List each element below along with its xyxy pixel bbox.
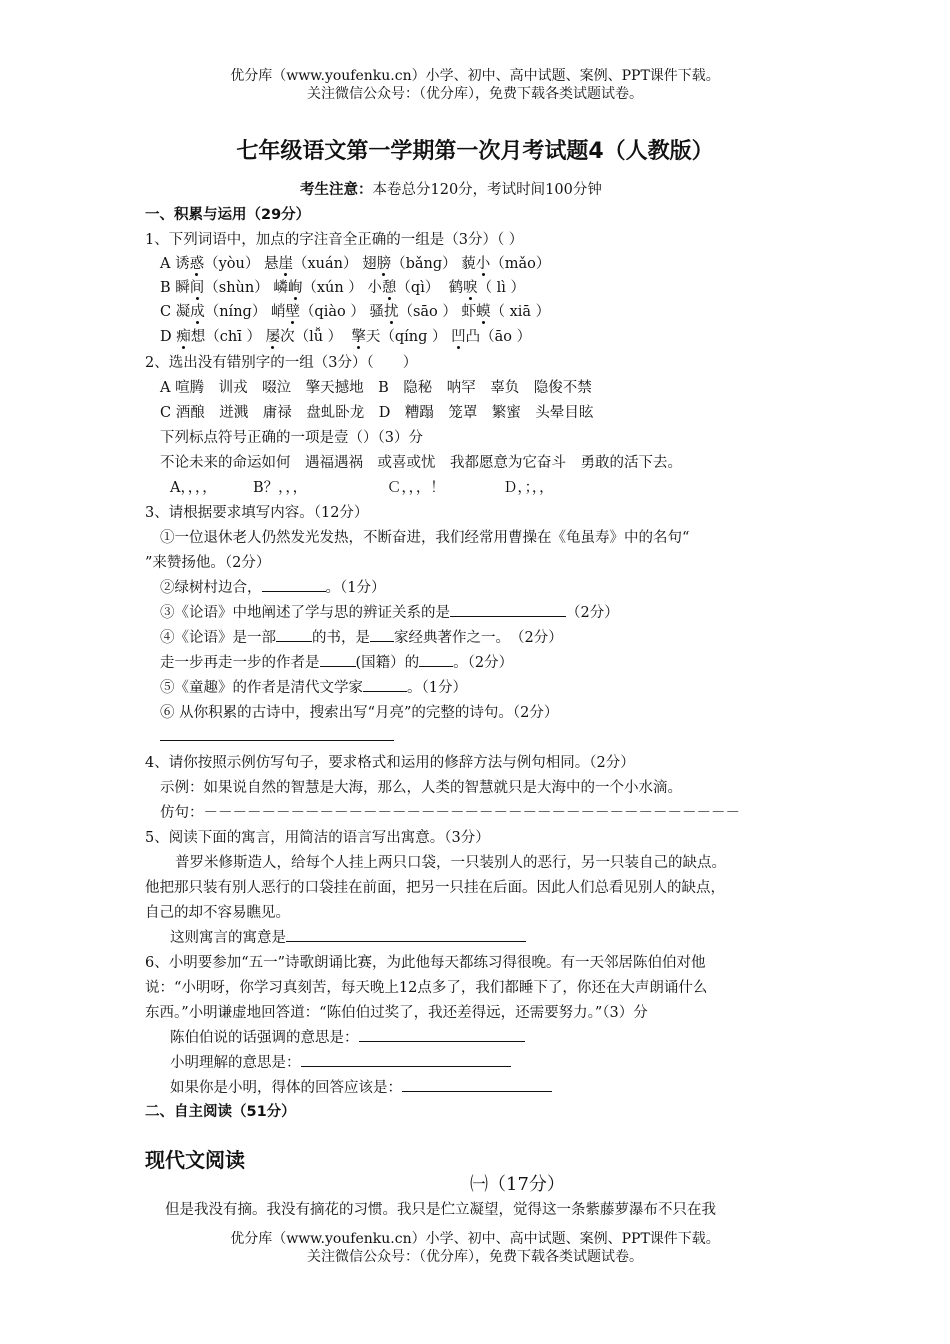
q1-option-a	[160, 252, 550, 273]
text: 骚	[369, 304, 384, 320]
text: 悬	[263, 256, 279, 272]
answer-blank[interactable]	[320, 652, 356, 667]
q1-stem: 1、下列词语中，加点的字注音全正确的一组是（3分）（ ）	[145, 232, 524, 248]
text: （shùn）	[204, 280, 269, 296]
q6-line-3: 东西。”小明谦虚地回答道：“陈伯伯过奖了，我还差得远，还需要努力。”（3）分	[145, 1005, 648, 1021]
answer-blank[interactable]	[402, 1077, 552, 1092]
text: 次（lǚ ）	[280, 329, 343, 345]
text: （nínɡ）	[204, 304, 267, 320]
text: D	[160, 329, 177, 345]
text: 如果你是小明，得体的回答应该是：	[170, 1080, 402, 1096]
q2-options-ab: A 喧腾 训戎 啜泣 擎天撼地 B 隐秘 呐罕 辜负 隐俊不禁	[160, 380, 592, 396]
q3-item-5	[160, 676, 467, 697]
text: 想（chī ）	[190, 329, 261, 345]
text: （2分）	[566, 605, 619, 621]
q3-item-1b: ”来赞扬他。（2分）	[145, 555, 271, 571]
text: 这则寓言的寓意是	[170, 930, 286, 946]
footer-line-1: 优分库（www.youfenku.cn）小学、初中、高中试题、案例、PPT课件下载。	[230, 1231, 720, 1247]
text: （sāo ）	[398, 304, 457, 320]
section-title: 现代文阅读	[145, 1148, 245, 1172]
q3-item-1a: ①一位退休老人仍然发光发热，不断奋进，我们经常用曹操在《龟虽寿》中的名句“	[160, 530, 690, 546]
dotted-char: 唳	[463, 280, 478, 296]
text: A 诱	[160, 256, 190, 272]
q5-fable-2: 他把那只装有别人恶行的口袋挂在前面，把另一只挂在后面。因此人们总看见别人的缺点，	[145, 880, 725, 896]
part1-heading: 一、积累与运用（29分）	[145, 207, 311, 223]
text: 藐	[461, 256, 476, 272]
dotted-char: 凹	[451, 329, 466, 345]
text: ③《论语》中地阐述了学与思的辨证关系的是	[160, 605, 450, 621]
q6-line-1: 6、小明要参加“五一”诗歌朗诵比赛，为此他每天都练习得很晚。有一天邻居陈伯伯对他	[145, 955, 706, 971]
text: （ lì ）	[477, 280, 526, 296]
footer-line-2: 关注微信公众号：（优分库），免费下载各类试题试卷。	[307, 1249, 643, 1265]
q2-options-cd: C 酒酿 迸溅 庸禄 盘虬卧龙 D 糟蹋 笼罩 繁蜜 头晕目眩	[160, 405, 594, 421]
text: 。（1分）	[407, 680, 467, 696]
q6-line-2: 说：“小明呀，你学习真刻苦，每天晚上12点多了，我们都睡下了，你还在大声朗诵什么	[145, 980, 708, 996]
dotted-char: 扰	[383, 304, 399, 320]
punct-options: A，，，， B？，，， Ｃ，，，！ Ｄ，；，，	[170, 480, 554, 496]
text: 翅	[362, 256, 377, 272]
notice-label: 考生注意：	[300, 182, 373, 198]
q1-option-d	[160, 325, 531, 346]
dotted-char: 屡	[265, 329, 281, 345]
text: 家经典著作之一。 （2分）	[394, 630, 563, 646]
q5-answer	[170, 926, 526, 947]
q1-option-c	[160, 300, 550, 321]
text: 。（2分）	[453, 655, 514, 671]
q3-item-2	[160, 576, 385, 597]
dotted-char: 痴	[176, 329, 191, 345]
q5-fable-3: 自己的却不容易瞧见。	[145, 905, 290, 921]
reading-text: 但是我没有摘。我没有摘花的习惯。我只是伫立凝望，觉得这一条紫藤萝瀑布不只在我	[165, 1202, 716, 1218]
dotted-char: 膀	[376, 256, 392, 272]
dotted-char: 峋	[287, 280, 303, 296]
text: (国籍）的	[355, 655, 420, 671]
answer-blank[interactable]	[419, 652, 453, 667]
text: ④《论语》是一部	[160, 630, 276, 646]
dotted-char: 间	[189, 280, 205, 296]
answer-blank[interactable]	[450, 602, 566, 617]
text: （xún ）	[302, 280, 363, 296]
dotted-char: 擎	[351, 329, 366, 345]
dotted-char: 成	[190, 304, 205, 320]
text: B 瞬	[160, 280, 190, 296]
q5-stem: 5、阅读下面的寓言，用简洁的语言写出寓意。（3分）	[145, 830, 490, 846]
header-line-1: 优分库（www.youfenku.cn）小学、初中、高中试题、案例、PPT课件下载。	[230, 68, 720, 84]
part2-heading: 二、自主阅读（51分）	[145, 1104, 296, 1120]
text: 走一步再走一步的作者是	[160, 655, 320, 671]
answer-blank[interactable]	[301, 1052, 511, 1067]
dotted-char: 崖	[278, 256, 293, 272]
answer-blank[interactable]	[370, 627, 394, 642]
punct-stem: 下列标点符号正确的一项是壹（）（3）分	[160, 430, 423, 446]
text: 。（1分）	[325, 580, 386, 596]
q2-stem: 2、选出没有错别字的一组（3分）（ ）	[145, 355, 418, 371]
text: 小明理解的意思是：	[170, 1055, 301, 1071]
dotted-char: 憩	[381, 280, 397, 296]
dotted-char: 小	[475, 256, 491, 272]
text: C 凝	[160, 304, 191, 320]
q6-answer-3	[170, 1076, 552, 1097]
text: ⑤《童趣》的作者是清代文学家	[160, 680, 363, 696]
text: 嶙	[273, 280, 288, 296]
dotted-char: 壁	[285, 304, 300, 320]
answer-line[interactable]	[160, 726, 394, 741]
q3-item-3	[160, 601, 619, 622]
subsection-title: ㈠（17分）	[470, 1174, 565, 1195]
q4-imitate: 仿句：－－－－－－－－－－－－－－－－－－－－－－－－－－－－－－－－－－－－－	[160, 805, 740, 821]
dotted-char: 惑	[189, 256, 205, 272]
text: （mǎo）	[490, 256, 551, 272]
answer-blank[interactable]	[276, 627, 312, 642]
punct-sentence: 不论未来的命运如何 遇福遇祸 或喜或忧 我都愿意为它奋斗 勇敢的活下去。	[160, 455, 682, 471]
text: （xuán）	[292, 256, 358, 272]
answer-blank[interactable]	[363, 677, 407, 692]
text: 的书，是	[312, 630, 370, 646]
notice-text: 本卷总分120分，考试时间100分钟	[372, 182, 602, 198]
text: 天（qínɡ ）	[365, 329, 447, 345]
text: 峭	[270, 304, 286, 320]
answer-blank[interactable]	[359, 1027, 525, 1042]
q6-answer-1	[170, 1026, 525, 1047]
text: 陈伯伯说的话强调的意思是：	[170, 1030, 359, 1046]
dotted-char: 蟆	[476, 304, 491, 320]
q6-answer-2	[170, 1051, 511, 1072]
answer-blank[interactable]	[262, 577, 326, 592]
answer-blank[interactable]	[286, 927, 526, 942]
q5-fable-1: 普罗米修斯造人，给每个人挂上两只口袋，一只装别人的恶行，另一只装自己的缺点。	[175, 855, 726, 871]
text: 鹤	[448, 280, 464, 296]
text: 凸（āo ）	[465, 329, 532, 345]
q3-item-4	[160, 626, 563, 647]
text: ②绿树村边合，	[160, 580, 262, 596]
text: （qì）	[396, 280, 440, 296]
text: 小	[367, 280, 382, 296]
q3-item-6: ⑥ 从你积累的古诗中，搜索出写“月亮”的完整的诗句。（2分）	[160, 705, 559, 721]
q4-stem: 4、请你按照示例仿写句子，要求格式和运用的修辞方法与例句相同。（2分）	[145, 755, 635, 771]
q3-stem: 3、请根据要求填写内容。（12分）	[145, 505, 369, 521]
page-title: 七年级语文第一学期第一次月考试题4（人教版）	[236, 139, 714, 164]
text: （yòu）	[204, 256, 260, 272]
text: （bǎnɡ）	[391, 256, 457, 272]
header-line-2: 关注微信公众号：（优分库），免费下载各类试题试卷。	[307, 86, 643, 102]
notice	[300, 178, 602, 199]
q3-item-4-author	[160, 651, 513, 672]
q1-option-b	[160, 276, 525, 297]
text: （qiào ）	[299, 304, 365, 320]
text: 虾	[461, 304, 476, 320]
text: （ xiā ）	[490, 304, 551, 320]
q4-example: 示例：如果说自然的智慧是大海，那么，人类的智慧就只是大海中的一个小水滴。	[160, 780, 682, 796]
